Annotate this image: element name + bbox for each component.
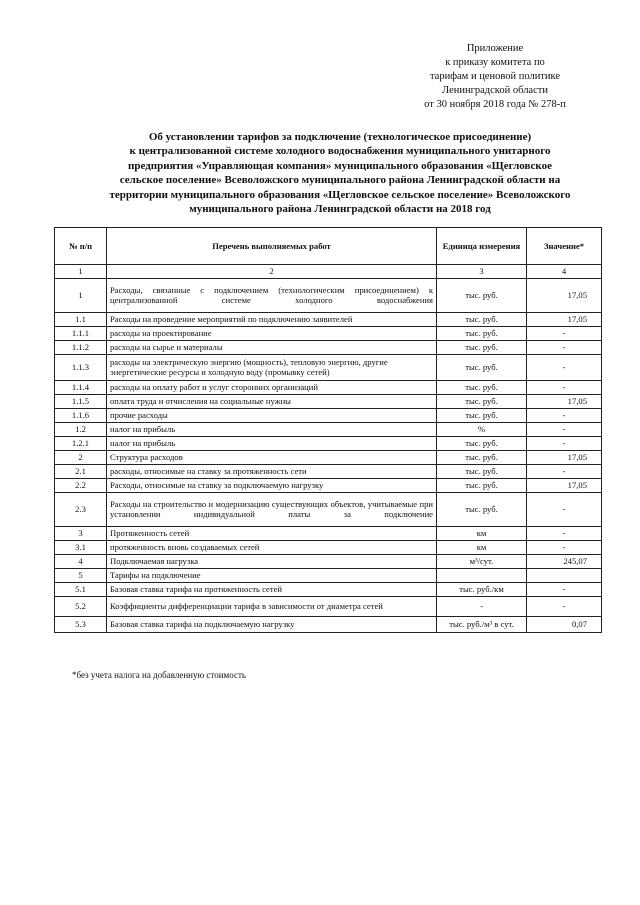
row-num: 5	[55, 568, 107, 582]
row-num: 2.2	[55, 478, 107, 492]
row-unit: тыс. руб./м³ в сут.	[437, 616, 527, 632]
table-row	[55, 312, 602, 326]
index-cell: 3	[437, 265, 527, 279]
table-row	[55, 436, 602, 450]
tariff-table	[54, 227, 602, 633]
row-num: 4	[55, 554, 107, 568]
row-value: 17,05	[527, 278, 602, 312]
appendix-line: Приложение	[466, 43, 524, 54]
document-title	[70, 130, 610, 216]
row-num: 1.1.3	[55, 354, 107, 380]
table-row	[55, 408, 602, 422]
row-value: 0,07	[527, 616, 602, 632]
row-value: 17,05	[527, 394, 602, 408]
row-work: Тарифы на подключение	[107, 568, 437, 582]
table-row	[55, 596, 602, 616]
row-unit	[437, 568, 527, 582]
table-row	[55, 554, 602, 568]
row-unit: тыс. руб.	[437, 450, 527, 464]
row-work: Расходы, связанные с подключением (технологическим присоединением) к централизованной системе холодного водоснабжения	[107, 278, 437, 312]
row-unit: м³/сут.	[437, 554, 527, 568]
row-unit: тыс. руб./км	[437, 582, 527, 596]
row-value: 17,05	[527, 478, 602, 492]
table-row	[55, 526, 602, 540]
row-num: 1.1.5	[55, 394, 107, 408]
table-row	[55, 540, 602, 554]
row-work: расходы на проектирование	[107, 326, 437, 340]
appendix-block	[395, 42, 595, 112]
appendix-line: Ленинградской области	[442, 85, 548, 96]
row-num: 1.1	[55, 312, 107, 326]
row-unit: тыс. руб.	[437, 380, 527, 394]
row-num: 5.1	[55, 582, 107, 596]
table-row	[55, 582, 602, 596]
title-line: Об установлении тарифов за подключение (технологическое присоединение)	[148, 131, 532, 143]
row-value: -	[527, 492, 602, 526]
row-work: Базовая ставка тарифа на протяженность сетей	[107, 582, 437, 596]
row-value: -	[527, 464, 602, 478]
row-num: 5.2	[55, 596, 107, 616]
row-num: 1.2	[55, 422, 107, 436]
table-index-row	[55, 265, 602, 279]
row-value: -	[527, 340, 602, 354]
row-num: 3	[55, 526, 107, 540]
row-num: 3.1	[55, 540, 107, 554]
row-value: -	[527, 526, 602, 540]
table-row	[55, 450, 602, 464]
row-work: Расходы на строительство и модернизацию существующих объектов, учитываемые при установлении индивидуальной платы за подключение	[107, 492, 437, 526]
row-unit: тыс. руб.	[437, 408, 527, 422]
row-work: расходы на оплату работ и услуг сторонних организаций	[107, 380, 437, 394]
appendix-line: от 30 ноября 2018 года № 278-п	[424, 99, 566, 110]
row-value: 17,05	[527, 312, 602, 326]
row-unit: тыс. руб.	[437, 326, 527, 340]
header-value: Значение*	[527, 228, 602, 265]
row-work: Коэффициенты дифференциации тарифа в зависимости от диаметра сетей	[107, 596, 437, 616]
row-unit: тыс. руб.	[437, 478, 527, 492]
table-row	[55, 326, 602, 340]
row-work: Структура расходов	[107, 450, 437, 464]
title-line: муниципального района Ленинградской области на 2018 год	[189, 203, 491, 216]
row-unit: км	[437, 540, 527, 554]
row-unit: тыс. руб.	[437, 464, 527, 478]
row-unit: тыс. руб.	[437, 278, 527, 312]
appendix-line: к приказу комитета по	[445, 57, 545, 68]
row-num: 1	[55, 278, 107, 312]
row-value: -	[527, 596, 602, 616]
title-line: территории муниципального образования «Щегловское сельское поселение» Всеволожского	[109, 188, 571, 201]
table-body	[55, 278, 602, 632]
table-row	[55, 278, 602, 312]
row-num: 1.1.2	[55, 340, 107, 354]
title-line: сельское поселение» Всеволожского муниципального района Ленинградской области на	[119, 174, 561, 187]
row-unit: тыс. руб.	[437, 394, 527, 408]
row-value: -	[527, 436, 602, 450]
row-value: -	[527, 326, 602, 340]
row-unit: тыс. руб.	[437, 436, 527, 450]
row-value: -	[527, 354, 602, 380]
table-row	[55, 464, 602, 478]
row-value: -	[527, 380, 602, 394]
footnote: *без учета налога на добавленную стоимость	[72, 670, 247, 680]
row-num: 1.1.4	[55, 380, 107, 394]
appendix-line: тарифам и ценовой политике	[429, 71, 561, 82]
table-row	[55, 380, 602, 394]
row-unit: тыс. руб.	[437, 312, 527, 326]
row-work: Расходы, относимые на ставку за подключаемую нагрузку	[107, 478, 437, 492]
row-num: 2.1	[55, 464, 107, 478]
row-work: Протяженность сетей	[107, 526, 437, 540]
row-work: прочие расходы	[107, 408, 437, 422]
row-num: 5.3	[55, 616, 107, 632]
row-work: Расходы на проведение мероприятий по подключению заявителей	[107, 312, 437, 326]
row-work: оплата труда и отчисления на социальные нужны	[107, 394, 437, 408]
row-unit: %	[437, 422, 527, 436]
row-value: -	[527, 408, 602, 422]
table-header-row	[55, 228, 602, 265]
row-work: расходы на сырье и материалы	[107, 340, 437, 354]
row-unit: -	[437, 596, 527, 616]
row-unit: км	[437, 526, 527, 540]
table-row	[55, 422, 602, 436]
header-unit: Единица измерения	[437, 228, 527, 265]
row-value: -	[527, 582, 602, 596]
table-row	[55, 568, 602, 582]
row-num: 1.2.1	[55, 436, 107, 450]
row-work: протяженность вновь создаваемых сетей	[107, 540, 437, 554]
table-row	[55, 354, 602, 380]
row-unit: тыс. руб.	[437, 340, 527, 354]
row-work: расходы на электрическую энергию (мощность), тепловую энергию, другие энергетические ресурсы и холодную воду (промывку сетей)	[107, 354, 437, 380]
row-work: Базовая ставка тарифа на подключаемую нагрузку	[107, 616, 437, 632]
header-work: Перечень выполняемых работ	[107, 228, 437, 265]
row-num: 2.3	[55, 492, 107, 526]
row-value	[527, 568, 602, 582]
index-cell: 4	[527, 265, 602, 279]
row-num: 1.1.6	[55, 408, 107, 422]
title-line: предприятия «Управляющая компания» муниципального образования «Щегловское	[128, 159, 552, 172]
row-value: -	[527, 422, 602, 436]
row-work: налог на прибыль	[107, 436, 437, 450]
table-row	[55, 616, 602, 632]
table-row	[55, 394, 602, 408]
row-value: 17,05	[527, 450, 602, 464]
row-value: 245,07	[527, 554, 602, 568]
row-num: 2	[55, 450, 107, 464]
row-value: -	[527, 540, 602, 554]
row-num: 1.1.1	[55, 326, 107, 340]
row-work: расходы, относимые на ставку за протяженность сети	[107, 464, 437, 478]
title-line: к централизованной системе холодного водоснабжения муниципального унитарного	[129, 145, 551, 158]
table-row	[55, 478, 602, 492]
row-work: налог на прибыль	[107, 422, 437, 436]
table-row	[55, 492, 602, 526]
row-unit: тыс. руб.	[437, 354, 527, 380]
row-unit: тыс. руб.	[437, 492, 527, 526]
index-cell: 2	[107, 265, 437, 279]
header-num: № п/п	[55, 228, 107, 265]
row-work: Подключаемая нагрузка	[107, 554, 437, 568]
index-cell: 1	[55, 265, 107, 279]
table-row	[55, 340, 602, 354]
